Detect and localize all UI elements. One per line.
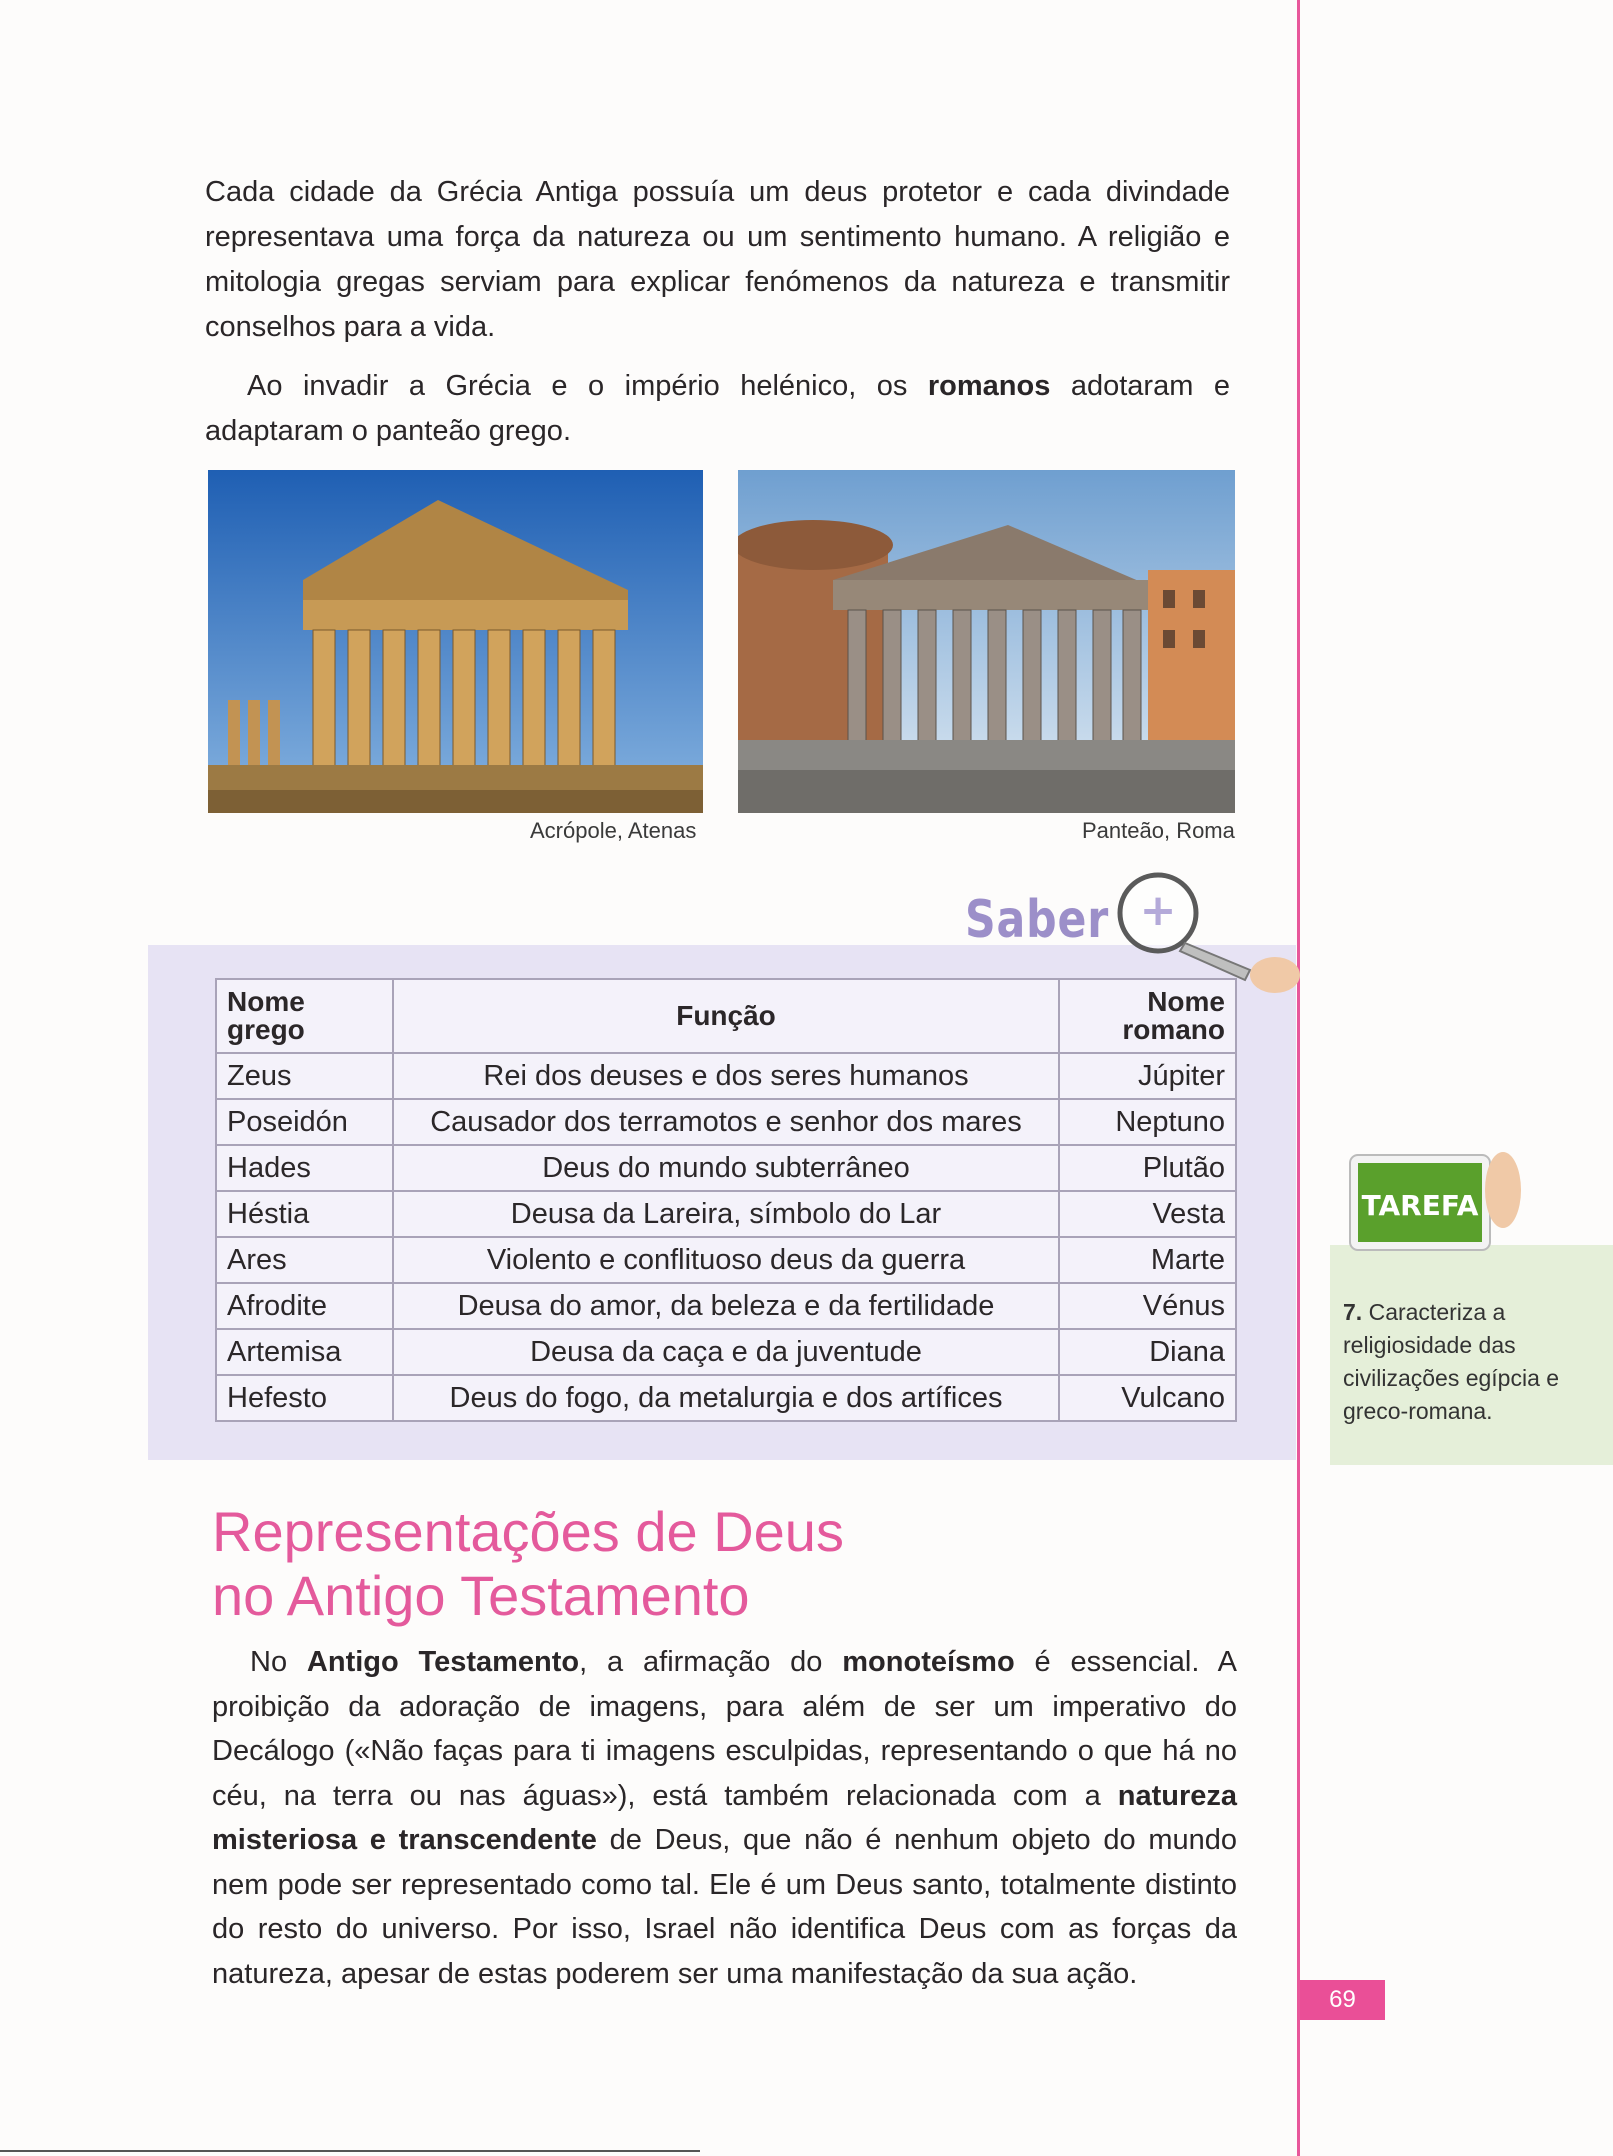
p3-bold: monoteísmo bbox=[842, 1646, 1015, 1678]
table-row bbox=[216, 1283, 1236, 1329]
roman-name: Marte bbox=[1059, 1237, 1236, 1283]
function: Deus do fogo, da metalurgia e dos artífices bbox=[393, 1375, 1059, 1421]
function: Violento e conflituoso deus da guerra bbox=[393, 1237, 1059, 1283]
function: Rei dos deuses e dos seres humanos bbox=[393, 1053, 1059, 1099]
table-row bbox=[216, 1191, 1236, 1237]
greek-name: Ares bbox=[216, 1237, 393, 1283]
p3-part: de Deus, que não é nenhum objeto do mundo nem pode ser representado como tal. Ele é um Deus santo, totalmente distinto do resto do universo. Por isso, Israel não identifica Deus com as forças da natureza, apesar de estas poderem ser uma manifestação da sua ação. bbox=[212, 1824, 1237, 1990]
header-function: Função bbox=[393, 979, 1059, 1053]
acropolis-caption: Acrópole, Atenas bbox=[530, 818, 697, 843]
tarefa-question: Caracteriza a religiosidade das civilizações egípcia e greco-romana. bbox=[1343, 1299, 1560, 1424]
svg-text:+: + bbox=[1139, 885, 1177, 936]
saber-title: Saber bbox=[965, 890, 1110, 950]
p3-bold: natureza misteriosa e transcendente bbox=[212, 1779, 1237, 1856]
tarefa-number: 7. bbox=[1343, 1299, 1363, 1325]
greek-name: Poseidón bbox=[216, 1099, 393, 1145]
table-row bbox=[216, 1329, 1236, 1375]
table-row bbox=[216, 1375, 1236, 1421]
table-row bbox=[216, 1099, 1236, 1145]
header-greek-name: Nome grego bbox=[216, 979, 393, 1053]
greek-name: Hefesto bbox=[216, 1375, 393, 1421]
tablet-icon bbox=[1325, 1130, 1525, 1270]
p2-text-b: adotaram e adaptaram o panteão grego. bbox=[205, 370, 1230, 447]
p3-bold: Antigo Testamento bbox=[306, 1646, 580, 1678]
table-row bbox=[216, 1237, 1236, 1283]
pantheon-photo bbox=[738, 470, 1235, 813]
header-roman-name: Nome romano bbox=[1059, 979, 1236, 1053]
function: Deusa da caça e da juventude bbox=[393, 1329, 1059, 1375]
tarefa-text bbox=[1343, 1296, 1608, 1428]
gods-table bbox=[215, 978, 1237, 1422]
section-title-line2: no Antigo Testamento bbox=[212, 1564, 750, 1627]
roman-name: Júpiter bbox=[1059, 1053, 1236, 1099]
p3-part: , a afirmação do bbox=[579, 1646, 843, 1678]
greek-name: Zeus bbox=[216, 1053, 393, 1099]
margin-line bbox=[1297, 0, 1300, 2156]
roman-name: Diana bbox=[1059, 1329, 1236, 1375]
function: Deusa do amor, da beleza e da fertilidade bbox=[393, 1283, 1059, 1329]
page-number: 69 bbox=[1300, 1980, 1385, 2020]
p3-part: No bbox=[250, 1646, 307, 1678]
acropolis-photo bbox=[208, 470, 703, 813]
section-title-line1: Representações de Deus bbox=[212, 1500, 844, 1563]
function: Deus do mundo subterrâneo bbox=[393, 1145, 1059, 1191]
greek-name: Artemisa bbox=[216, 1329, 393, 1375]
table-header-row bbox=[216, 979, 1236, 1053]
greek-name: Afrodite bbox=[216, 1283, 393, 1329]
intro-paragraph-1: Cada cidade da Grécia Antiga possuía um deus protetor e cada divindade representava uma força da natureza ou um sentimento humano. A religião e mitologia gregas serviam para explicar fenómenos da natureza e transmitir conselhos para a vida. bbox=[205, 176, 1230, 343]
p3-part: é essencial. A proibição da adoração de imagens, para além de ser um imperativo do Decálogo («Não faças para ti imagens esculpidas, representando o que há no céu, na terra ou nas águas»), está também relacionada com a bbox=[212, 1646, 1237, 1812]
roman-name: Neptuno bbox=[1059, 1099, 1236, 1145]
magnifier-icon bbox=[1100, 855, 1300, 995]
function: Causador dos terramotos e senhor dos mares bbox=[393, 1099, 1059, 1145]
p2-text-a: Ao invadir a Grécia e o império helénico, os bbox=[247, 370, 928, 402]
table-row bbox=[216, 1053, 1236, 1099]
p2-bold: romanos bbox=[927, 370, 1051, 402]
roman-name: Vulcano bbox=[1059, 1375, 1236, 1421]
roman-name: Plutão bbox=[1059, 1145, 1236, 1191]
greek-name: Héstia bbox=[216, 1191, 393, 1237]
bottom-rule bbox=[0, 2150, 700, 2152]
function: Deusa da Lareira, símbolo do Lar bbox=[393, 1191, 1059, 1237]
pantheon-caption: Panteão, Roma bbox=[1082, 818, 1235, 843]
roman-name: Vesta bbox=[1059, 1191, 1236, 1237]
section-paragraph bbox=[212, 1640, 1237, 1996]
tarefa-badge: TAREFA bbox=[1361, 1189, 1479, 1222]
section-title bbox=[212, 1500, 1112, 1628]
roman-name: Vénus bbox=[1059, 1283, 1236, 1329]
table-row bbox=[216, 1145, 1236, 1191]
intro-paragraph-2 bbox=[205, 364, 1230, 454]
greek-name: Hades bbox=[216, 1145, 393, 1191]
